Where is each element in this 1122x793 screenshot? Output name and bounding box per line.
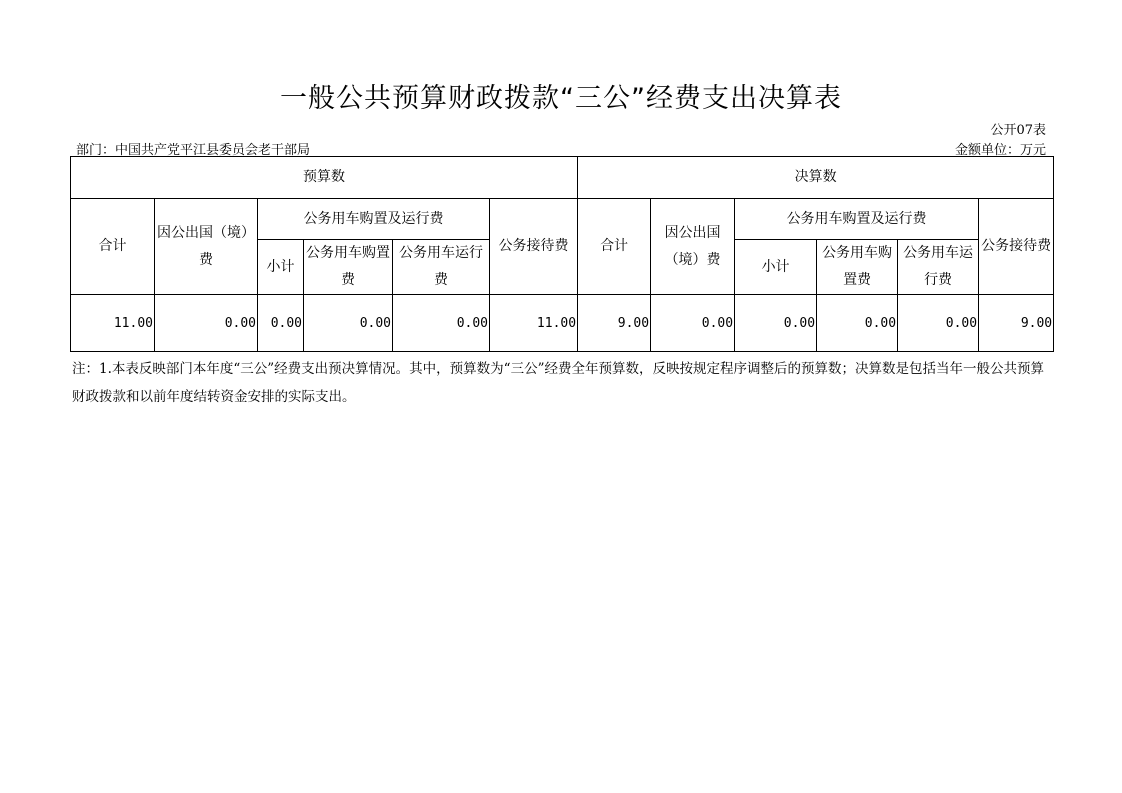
- final-reception-value: 9.00: [979, 295, 1054, 352]
- budget-vehicle-operation-header: 公务用车运行费: [393, 240, 490, 295]
- budget-abroad-header: 因公出国（境）费: [155, 199, 258, 295]
- budget-reception-value: 11.00: [490, 295, 578, 352]
- budget-vehicle-group-header: 公务用车购置及运行费: [258, 199, 490, 240]
- final-total-value: 9.00: [578, 295, 651, 352]
- budget-vehicle-purchase-value: 0.00: [304, 295, 393, 352]
- final-group-header: 决算数: [578, 157, 1054, 199]
- budget-abroad-value: 0.00: [155, 295, 258, 352]
- header-row-categories: [71, 199, 1054, 240]
- department-label: 部门：中国共产党平江县委员会老干部局: [76, 143, 311, 158]
- budget-vehicle-operation-value: 0.00: [393, 295, 490, 352]
- budget-subtotal-header: 小计: [258, 240, 304, 295]
- final-subtotal-value: 0.00: [735, 295, 817, 352]
- final-vehicle-operation-value: 0.00: [898, 295, 979, 352]
- budget-subtotal-value: 0.00: [258, 295, 304, 352]
- final-total-header: 合计: [578, 199, 651, 295]
- budget-total-value: 11.00: [71, 295, 155, 352]
- final-reception-header: 公务接待费: [979, 199, 1054, 295]
- form-number: 公开07表: [990, 123, 1046, 138]
- final-subtotal-header: 小计: [735, 240, 817, 295]
- table-note: 注：1.本表反映部门本年度“三公”经费支出预决算情况。其中，预算数为“三公”经费全年预算数，反映按规定程序调整后的预算数；决算数是包括当年一般公共预算财政拨款和以前年度结转资金安排的实际支出。: [72, 361, 1044, 405]
- final-vehicle-group-header: 公务用车购置及运行费: [735, 199, 979, 240]
- header-row-groups: [71, 157, 1054, 199]
- budget-reception-header: 公务接待费: [490, 199, 578, 295]
- table-row: [71, 295, 1054, 352]
- amount-unit-label: 金额单位：万元: [954, 143, 1046, 158]
- budget-total-header: 合计: [71, 199, 155, 295]
- final-vehicle-purchase-value: 0.00: [817, 295, 898, 352]
- page-title: 一般公共预算财政拨款“三公”经费支出决算表: [280, 83, 842, 114]
- final-abroad-value: 0.00: [651, 295, 735, 352]
- budget-vehicle-purchase-header: 公务用车购置费: [304, 240, 393, 295]
- three-public-expenses-table: [70, 156, 1054, 352]
- budget-group-header: 预算数: [71, 157, 578, 199]
- final-abroad-header: 因公出国（境）费: [651, 199, 735, 295]
- final-vehicle-operation-header: 公务用车运行费: [898, 240, 979, 295]
- final-vehicle-purchase-header: 公务用车购置费: [817, 240, 898, 295]
